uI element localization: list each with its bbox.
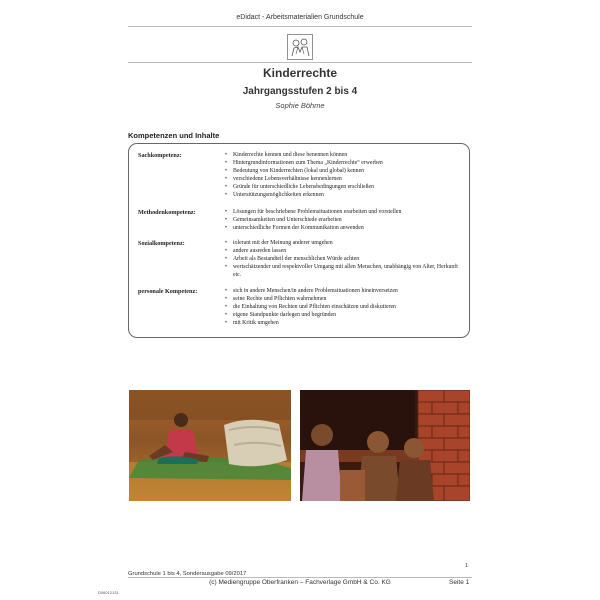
list-item: • mit Kritik umgehen: [225, 320, 465, 328]
footer-rule: [128, 577, 472, 578]
list-item: • Kinderrechte kennen und diese benennen können: [225, 152, 465, 160]
photo-children-brick-wall: [300, 390, 470, 501]
photo-child-working: [129, 390, 291, 501]
list-item: • sich in andere Menschen/in andere Problemsituationen hineinversetzen: [225, 288, 465, 296]
competency-list-sozial: [225, 240, 465, 280]
list-item: • verschiedene Lebensverhältnisse kennenlernen: [225, 176, 465, 184]
logo-rule: [128, 62, 472, 63]
list-item: • unterschiedliche Formen der Kommunikation anwenden: [225, 225, 465, 233]
list-item: • tolerant mit der Meinung anderer umgehen: [225, 240, 465, 248]
list-item: • Gemeinsamkeiten und Unterschiede erarbeiten: [225, 217, 465, 225]
competency-label-methoden: Methodenkompetenz:: [138, 209, 196, 216]
page-header: eDidact - Arbeitsmaterialien Grundschule: [236, 14, 364, 21]
list-item: • eigene Standpunkte darlegen und begründen: [225, 312, 465, 320]
document-id: D06012131: [98, 590, 119, 595]
footer-edition: Grundschule 1 bis 4, Sonderausgabe 09/2017: [128, 571, 247, 577]
footer-number: 1: [465, 563, 469, 569]
list-item: • andere ausreden lassen: [225, 248, 465, 256]
list-item: • Hintergrundinformationen zum Thema „Kinderrechte“ erwerben: [225, 160, 465, 168]
competency-list-methoden: [225, 209, 465, 233]
document-author: Sophie Böhme: [275, 101, 325, 110]
list-item: • seine Rechte und Pflichten wahrnehmen: [225, 296, 465, 304]
list-item: • Bedeutung von Kinderrechten (lokal und global) kennen: [225, 168, 465, 176]
edidact-logo-icon: [287, 34, 313, 60]
list-item: • Arbeit als Bestandteil der menschlichen Würde achten: [225, 256, 465, 264]
list-item: • Lösungen für beschriebene Problemsituationen erarbeiten und vorstellen: [225, 209, 465, 217]
document-subtitle: Jahrgangsstufen 2 bis 4: [242, 86, 358, 97]
competency-label-sozial: Sozialkompetenz:: [138, 240, 185, 247]
document-title: Kinderrechte: [262, 66, 338, 80]
list-item: • Unterstützungsmöglichkeiten erkennen: [225, 192, 465, 200]
section-heading: Kompetenzen und Inhalte: [128, 131, 220, 140]
competency-label-personal: personale Kompetenz:: [138, 288, 198, 295]
footer-copyright: (c) Mediengruppe Oberfranken – Fachverlage GmbH & Co. KG: [209, 579, 391, 586]
list-item: • wertschätzender und respektvoller Umgang mit allen Menschen, unabhängig von Alter, Herkunft etc.: [225, 264, 465, 280]
header-rule: [128, 26, 472, 27]
competency-list-sach: [225, 152, 465, 199]
competency-label-sach: Sachkompetenz:: [138, 152, 182, 159]
list-item: • die Einhaltung von Rechten und Pflichten einschätzen und diskutieren: [225, 304, 465, 312]
footer-page-label: Seite 1: [449, 579, 470, 586]
competency-list-personal: [225, 288, 465, 328]
list-item: • Gründe für unterschiedliche Lebensbedingungen erschließen: [225, 184, 465, 192]
